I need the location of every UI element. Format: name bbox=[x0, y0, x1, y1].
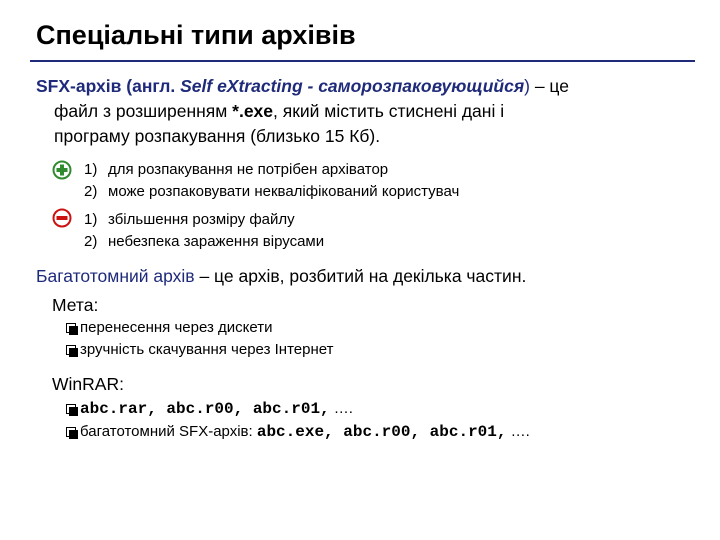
con-number: 1) bbox=[84, 211, 98, 228]
multi-term: Багатотомний архів bbox=[36, 266, 195, 286]
sfx-line1-tail: – це bbox=[529, 76, 569, 96]
sfx-line2-b: , який містить стиснені дані і bbox=[273, 101, 505, 121]
con-text: небезпека зараження вірусами bbox=[108, 233, 325, 250]
sfx-ext: *.exe bbox=[232, 101, 274, 121]
checkbox-bullet-icon bbox=[66, 427, 76, 437]
winrar-sfx-files: abc.exe, abc.r00, abc.r01, bbox=[256, 423, 507, 441]
checkbox-bullet-icon bbox=[66, 323, 76, 333]
winrar-item bbox=[66, 423, 530, 441]
winrar-ellipsis: …. bbox=[506, 423, 530, 440]
sfx-paren-open: (англ. bbox=[121, 76, 181, 96]
goal-text: перенесення через дискети bbox=[80, 319, 273, 336]
plus-circle-icon bbox=[52, 160, 72, 180]
sfx-line-3: програму розпакування (близько 15 Кб). bbox=[54, 126, 381, 146]
goal-text: зручність скачування через Інтернет bbox=[80, 341, 334, 358]
con-item bbox=[84, 211, 295, 228]
goal-item bbox=[66, 341, 333, 358]
pro-item bbox=[84, 183, 459, 200]
pro-number: 1) bbox=[84, 161, 98, 178]
page-title: Спеціальні типи архівів bbox=[36, 20, 356, 50]
minus-circle-icon bbox=[52, 208, 72, 228]
winrar-sfx-prefix: багатотомний SFX-архів: bbox=[80, 423, 257, 440]
winrar-label: WinRAR: bbox=[52, 374, 124, 394]
sfx-line-1 bbox=[36, 76, 569, 97]
sfx-line2-a: файл з розширенням bbox=[54, 101, 233, 121]
winrar-files: abc.rar, abc.r00, abc.r01, bbox=[80, 400, 330, 418]
sfx-paren-close: ) bbox=[524, 76, 530, 96]
multi-tail: – це архів, розбитий на декілька частин. bbox=[194, 266, 527, 286]
goal-item bbox=[66, 319, 273, 336]
winrar-item bbox=[66, 397, 353, 418]
title-divider bbox=[30, 60, 695, 62]
con-text: збільшення розміру файлу bbox=[108, 211, 295, 228]
goal-label: Мета: bbox=[52, 295, 99, 315]
pro-text: може розпаковувати некваліфікований користувач bbox=[108, 183, 460, 200]
pro-text: для розпакування не потрібен архіватор bbox=[108, 161, 389, 178]
multi-line bbox=[36, 266, 526, 287]
checkbox-bullet-icon bbox=[66, 404, 76, 414]
sfx-term: SFX-архів bbox=[36, 76, 122, 96]
winrar-ellipsis: …. bbox=[329, 400, 353, 417]
pro-item bbox=[84, 161, 388, 178]
pro-number: 2) bbox=[84, 183, 98, 200]
sfx-english: Self eXtracting - саморозпаковующийся bbox=[180, 76, 525, 96]
con-item bbox=[84, 233, 324, 250]
checkbox-bullet-icon bbox=[66, 345, 76, 355]
con-number: 2) bbox=[84, 233, 98, 250]
sfx-line-2 bbox=[54, 101, 504, 122]
